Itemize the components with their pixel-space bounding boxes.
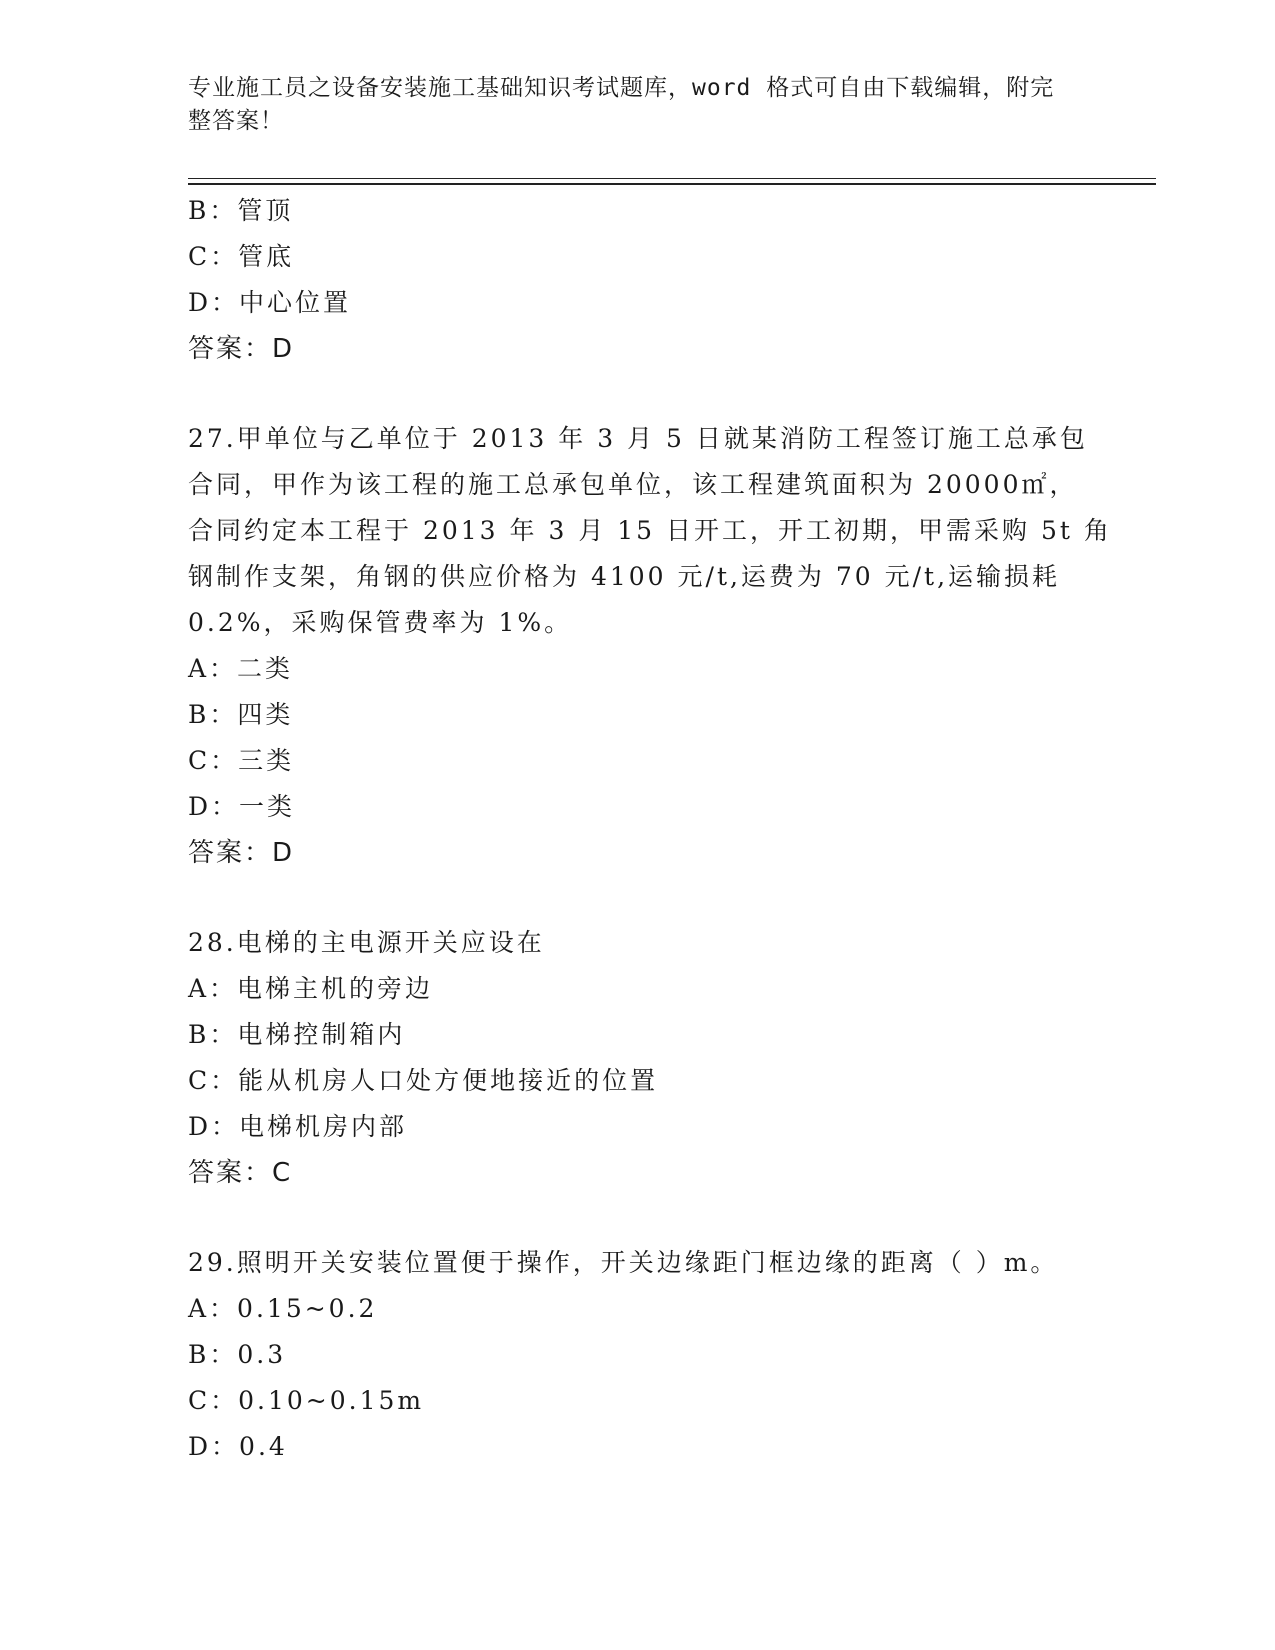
question-text bbox=[188, 416, 1112, 646]
question-29 bbox=[188, 1240, 1088, 1470]
question-text-line: 钢制作支架，角钢的供应价格为 4100 元/t,运费为 70 元/t,运输损耗 bbox=[188, 562, 1061, 591]
document-header bbox=[188, 72, 1078, 138]
header-line-2: 整答案！ bbox=[188, 108, 284, 134]
option-c: C：0.10~0.15m bbox=[188, 1386, 425, 1415]
option-a: A：电梯主机的旁边 bbox=[188, 974, 434, 1003]
option-d: D：0.4 bbox=[188, 1432, 288, 1461]
option-d: D：一类 bbox=[188, 792, 296, 821]
option-b: B：电梯控制箱内 bbox=[188, 1020, 406, 1049]
answer-line: 答案：D bbox=[188, 838, 295, 868]
question-27 bbox=[188, 416, 1112, 876]
question-28 bbox=[188, 920, 1088, 1196]
answer-line: 答案：C bbox=[188, 1158, 293, 1188]
answer-line: 答案：D bbox=[188, 334, 295, 364]
option-a: A：0.15~0.2 bbox=[188, 1294, 378, 1323]
question-text-line: 合同约定本工程于 2013 年 3 月 15 日开工，开工初期，甲需采购 5t 角 bbox=[188, 516, 1112, 545]
option-d: D：电梯机房内部 bbox=[188, 1112, 408, 1141]
question-list bbox=[188, 188, 1112, 1470]
header-divider-thick bbox=[188, 183, 1156, 185]
option-b: B：管顶 bbox=[188, 196, 294, 225]
option-d: D：中心位置 bbox=[188, 288, 352, 317]
option-c: C：管底 bbox=[188, 242, 295, 271]
option-c: C：能从机房人口处方便地接近的位置 bbox=[188, 1066, 659, 1095]
option-c: C：三类 bbox=[188, 746, 295, 775]
question-text: 28.电梯的主电源开关应设在 bbox=[188, 928, 545, 957]
header-line-1: 专业施工员之设备安装施工基础知识考试题库，word 格式可自由下载编辑，附完 bbox=[188, 75, 1055, 101]
option-b: B：四类 bbox=[188, 700, 294, 729]
question-text-line: 合同，甲作为该工程的施工总承包单位，该工程建筑面积为 20000㎡， bbox=[188, 470, 1078, 499]
question-text-line: 27.甲单位与乙单位于 2013 年 3 月 5 日就某消防工程签订施工总承包 bbox=[188, 424, 1088, 453]
header-divider-thin bbox=[188, 178, 1156, 179]
option-a: A：二类 bbox=[188, 654, 294, 683]
option-b: B：0.3 bbox=[188, 1340, 287, 1369]
question-text: 29.照明开关安装位置便于操作，开关边缘距门框边缘的距离（ ）m。 bbox=[188, 1248, 1059, 1277]
question-text-line: 0.2%，采购保管费率为 1%。 bbox=[188, 608, 573, 637]
question-26-continuation bbox=[188, 188, 1088, 372]
